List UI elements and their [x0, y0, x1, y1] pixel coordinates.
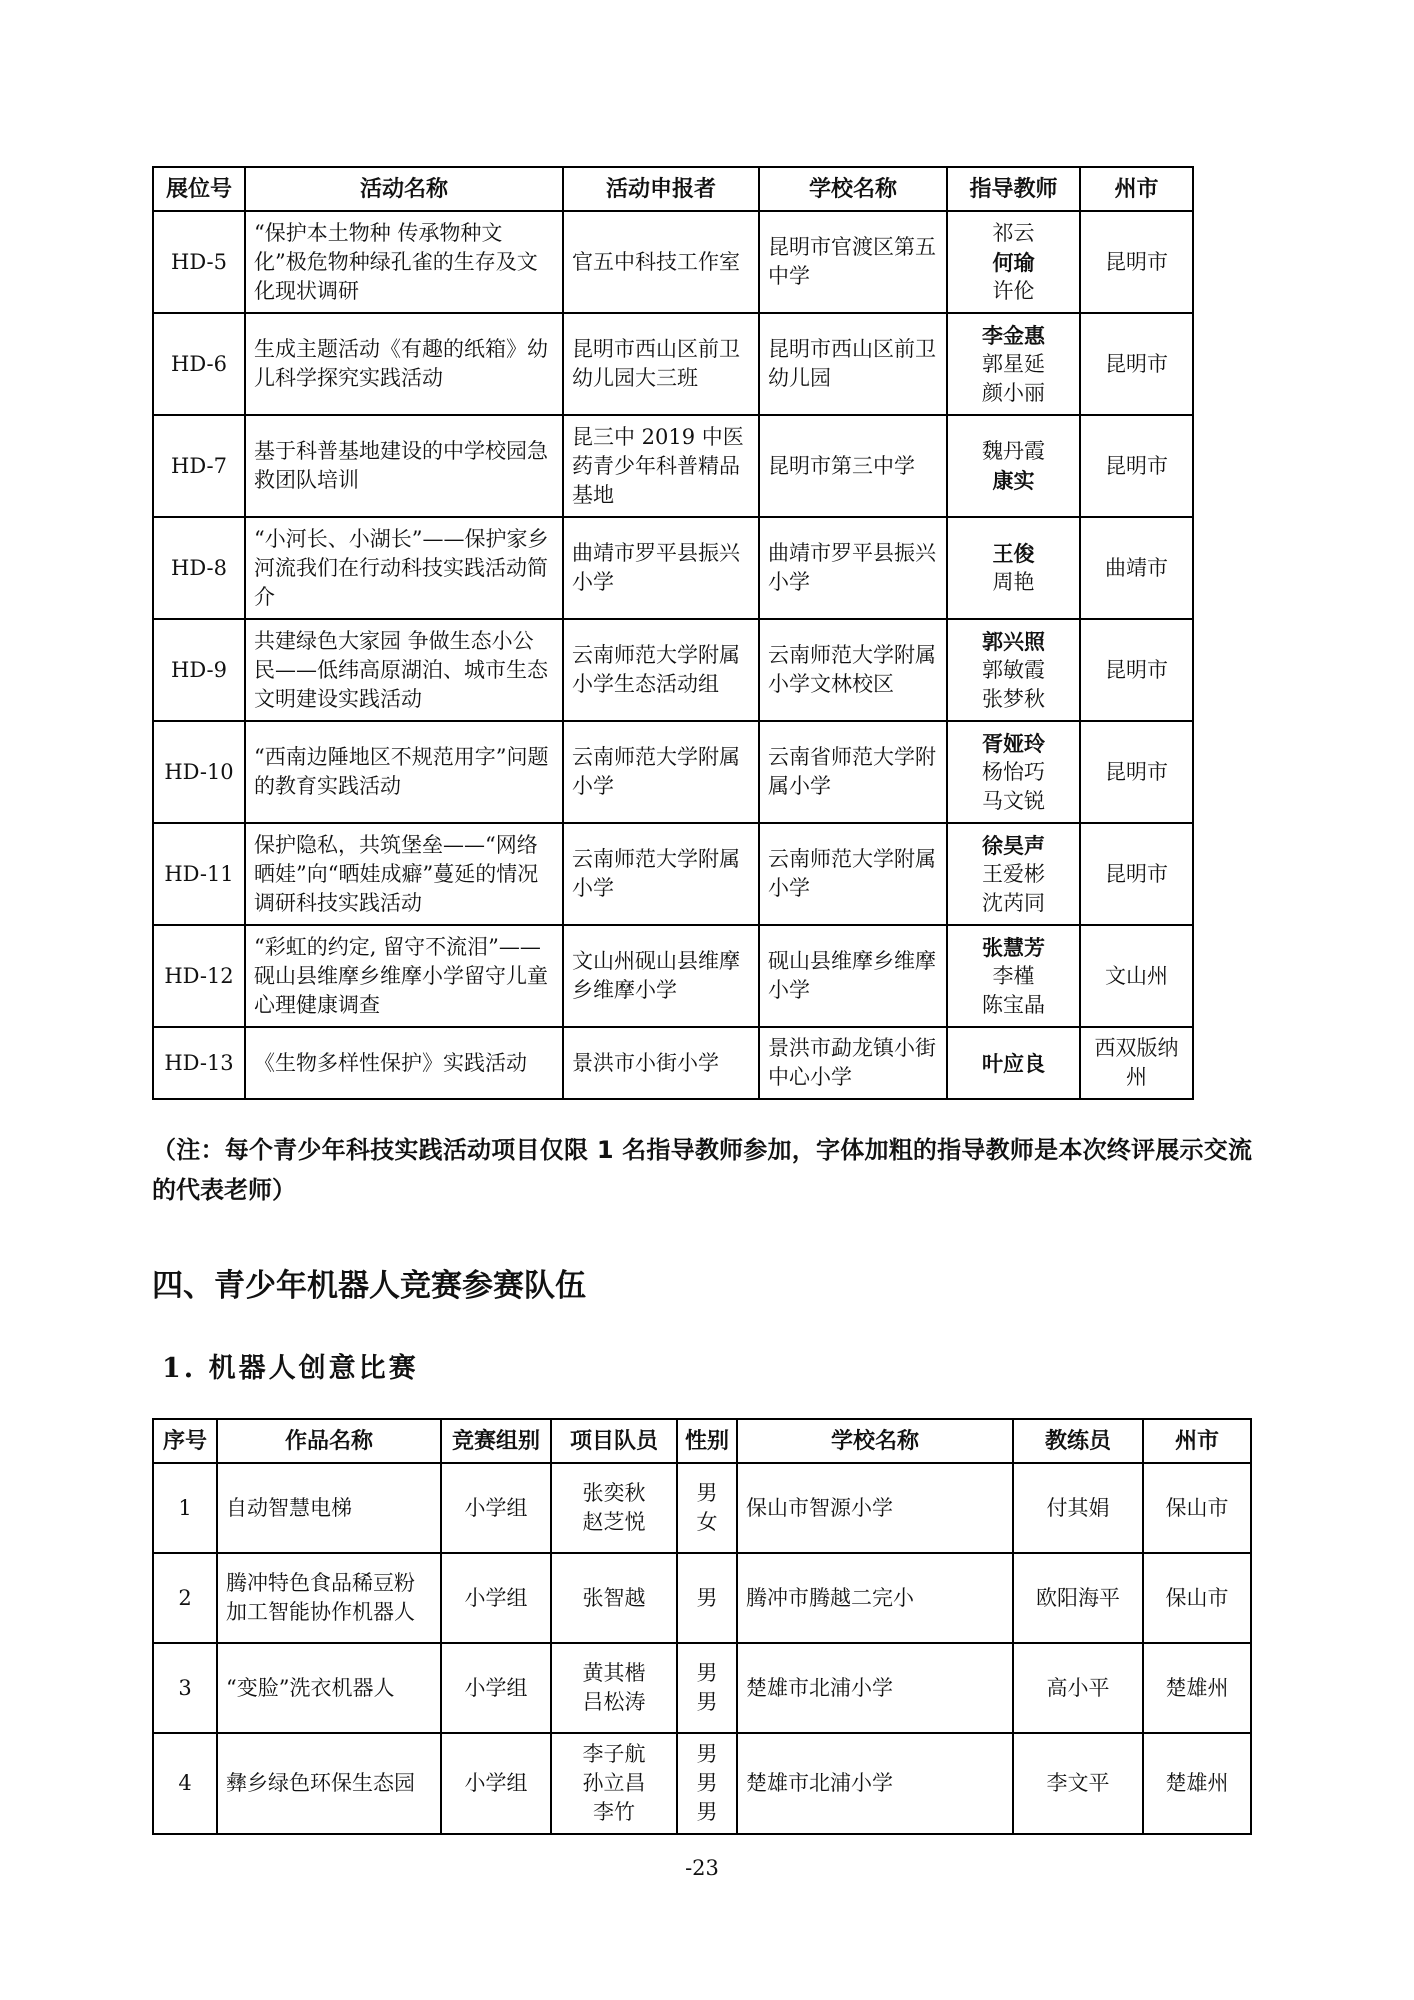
cell-line: 叶应良: [982, 1050, 1045, 1076]
table-row: [153, 1553, 1251, 1643]
cell-serial-no: 2: [153, 1553, 217, 1643]
cell-line: 康实: [992, 468, 1035, 493]
cell-coach: 欧阳海平: [1013, 1553, 1143, 1643]
cell-school-name: 云南师范大学附属小学: [759, 823, 947, 925]
table-row: [153, 1733, 1251, 1834]
cell-activity-name: “彩虹的约定, 留守不流泪”——砚山县维摩乡维摩小学留守儿童心理健康调查: [245, 925, 563, 1027]
cell-line: 男: [696, 1585, 718, 1610]
cell-city: 曲靖市: [1080, 517, 1193, 619]
column-header: 教练员: [1013, 1419, 1143, 1463]
cell-group: 小学组: [441, 1733, 551, 1834]
cell-activity-name: 生成主题活动《有趣的纸箱》幼儿科学探究实践活动: [245, 313, 563, 415]
cell-teachers: [947, 313, 1080, 415]
cell-school-name: 昆明市第三中学: [759, 415, 947, 517]
cell-booth-id: HD-7: [153, 415, 245, 517]
cell-members: [551, 1463, 677, 1553]
cell-school-name: 保山市智源小学: [737, 1463, 1013, 1553]
cell-teachers: [947, 517, 1080, 619]
cell-applicant: 昆明市西山区前卫幼儿园大三班: [563, 313, 759, 415]
cell-line: 王俊: [992, 541, 1035, 566]
table-row: [153, 721, 1193, 823]
cell-booth-id: HD-11: [153, 823, 245, 925]
column-header: 作品名称: [217, 1419, 441, 1463]
cell-line: 沈芮同: [982, 890, 1045, 915]
cell-applicant: 官五中科技工作室: [563, 211, 759, 313]
cell-city: 楚雄州: [1143, 1733, 1251, 1834]
cell-line: 赵芝悦: [582, 1510, 646, 1534]
cell-teachers: [947, 721, 1080, 823]
cell-genders: [677, 1733, 737, 1834]
cell-line: 王爱彬: [982, 861, 1045, 886]
practice-activities-table: [152, 166, 1194, 1100]
table-header-row: [153, 1419, 1251, 1463]
section-heading: 四、青少年机器人竞赛参赛队伍: [152, 1268, 586, 1304]
cell-city: 保山市: [1143, 1463, 1251, 1553]
cell-line: 男: [696, 1742, 718, 1766]
cell-activity-name: 共建绿色大家园 争做生态小公民——低纬高原湖泊、城市生态文明建设实践活动: [245, 619, 563, 721]
cell-teachers: [947, 1027, 1080, 1099]
table-row: [153, 925, 1193, 1027]
cell-teachers: [947, 415, 1080, 517]
cell-school-name: 楚雄市北浦小学: [737, 1643, 1013, 1733]
cell-line: 许伦: [992, 278, 1035, 303]
table-row: [153, 823, 1193, 925]
table-header-row: [153, 167, 1193, 211]
cell-line: 吕松涛: [582, 1690, 646, 1714]
cell-school-name: 昆明市官渡区第五中学: [759, 211, 947, 313]
cell-booth-id: HD-13: [153, 1027, 245, 1099]
cell-work-name: 自动智慧电梯: [217, 1463, 441, 1553]
cell-line: 何瑜: [992, 249, 1035, 275]
cell-school-name: 景洪市勐龙镇小街中心小学: [759, 1027, 947, 1099]
table-row: [153, 619, 1193, 721]
cell-applicant: 云南师范大学附属小学: [563, 721, 759, 823]
table-row: [153, 211, 1193, 313]
cell-activity-name: 基于科普基地建设的中学校园急救团队培训: [245, 415, 563, 517]
cell-applicant: 景洪市小街小学: [563, 1027, 759, 1099]
cell-line: 郭兴照: [982, 628, 1045, 654]
cell-line: 男: [696, 1800, 718, 1824]
cell-line: 杨怡巧: [982, 759, 1045, 784]
column-header: 展位号: [153, 167, 245, 211]
cell-school-name: 砚山县维摩乡维摩小学: [759, 925, 947, 1027]
cell-applicant: 昆三中 2019 中医药青少年科普精品基地: [563, 415, 759, 517]
cell-line: 颜小丽: [982, 380, 1045, 405]
cell-school-name: 曲靖市罗平县振兴小学: [759, 517, 947, 619]
cell-coach: 李文平: [1013, 1733, 1143, 1834]
cell-school-name: 云南省师范大学附属小学: [759, 721, 947, 823]
robot-creativity-table: [152, 1418, 1252, 1835]
note-paragraph: （注：每个青少年科技实践活动项目仅限 1 名指导教师参加，字体加粗的指导教师是本次终评展示交流的代表老师）: [152, 1136, 1252, 1204]
cell-school-name: 腾冲市腾越二完小: [737, 1553, 1013, 1643]
table-row: [153, 517, 1193, 619]
cell-teachers: [947, 619, 1080, 721]
cell-school-name: 楚雄市北浦小学: [737, 1733, 1013, 1834]
column-header: 竞赛组别: [441, 1419, 551, 1463]
cell-applicant: 曲靖市罗平县振兴小学: [563, 517, 759, 619]
cell-genders: [677, 1643, 737, 1733]
column-header: 性别: [677, 1419, 737, 1463]
cell-activity-name: “保护本土物种 传承物种文化”极危物种绿孔雀的生存及文化现状调研: [245, 211, 563, 313]
column-header: 项目队员: [551, 1419, 677, 1463]
cell-line: 魏丹霞: [982, 439, 1045, 463]
cell-city: 保山市: [1143, 1553, 1251, 1643]
cell-line: 张智越: [582, 1585, 646, 1610]
cell-serial-no: 1: [153, 1463, 217, 1553]
cell-genders: [677, 1463, 737, 1553]
cell-city: 昆明市: [1080, 415, 1193, 517]
cell-line: 胥娅玲: [982, 730, 1045, 756]
cell-work-name: 腾冲特色食品稀豆粉加工智能协作机器人: [217, 1553, 441, 1643]
cell-line: 黄其楷: [582, 1661, 646, 1685]
cell-city: 西双版纳州: [1080, 1027, 1193, 1099]
column-header: 学校名称: [759, 167, 947, 211]
column-header: 序号: [153, 1419, 217, 1463]
cell-applicant: 云南师范大学附属小学生态活动组: [563, 619, 759, 721]
cell-members: [551, 1643, 677, 1733]
column-header: 指导教师: [947, 167, 1080, 211]
cell-teachers: [947, 823, 1080, 925]
cell-line: 祁云: [992, 220, 1035, 245]
cell-teachers: [947, 211, 1080, 313]
cell-line: 李竹: [593, 1800, 635, 1824]
cell-applicant: 文山州砚山县维摩乡维摩小学: [563, 925, 759, 1027]
cell-school-name: 云南师范大学附属小学文林校区: [759, 619, 947, 721]
cell-city: 楚雄州: [1143, 1643, 1251, 1733]
cell-line: 男: [696, 1771, 718, 1795]
cell-coach: 高小平: [1013, 1643, 1143, 1733]
column-header: 学校名称: [737, 1419, 1013, 1463]
cell-booth-id: HD-6: [153, 313, 245, 415]
cell-line: 张奕秋: [582, 1481, 646, 1505]
cell-line: 张慧芳: [982, 934, 1045, 960]
cell-group: 小学组: [441, 1463, 551, 1553]
cell-booth-id: HD-12: [153, 925, 245, 1027]
cell-members: [551, 1733, 677, 1834]
column-header: 州市: [1080, 167, 1193, 211]
cell-line: 郭敏霞: [982, 657, 1045, 682]
cell-group: 小学组: [441, 1643, 551, 1733]
column-header: 州市: [1143, 1419, 1251, 1463]
cell-activity-name: 《生物多样性保护》实践活动: [245, 1027, 563, 1099]
cell-booth-id: HD-10: [153, 721, 245, 823]
cell-work-name: “变脸”洗衣机器人: [217, 1643, 441, 1733]
cell-line: 张梦秋: [982, 686, 1045, 711]
cell-line: 周艳: [992, 570, 1035, 594]
cell-line: 李金惠: [982, 322, 1045, 348]
page-content: [152, 0, 1252, 1835]
cell-line: 男: [696, 1661, 718, 1685]
cell-line: 男: [696, 1481, 718, 1505]
cell-activity-name: “西南边陲地区不规范用字”问题的教育实践活动: [245, 721, 563, 823]
table-row: [153, 415, 1193, 517]
cell-booth-id: HD-5: [153, 211, 245, 313]
page-number: -23: [685, 1856, 719, 1880]
cell-serial-no: 3: [153, 1643, 217, 1733]
cell-activity-name: “小河长、小湖长”——保护家乡河流我们在行动科技实践活动简介: [245, 517, 563, 619]
cell-school-name: 昆明市西山区前卫幼儿园: [759, 313, 947, 415]
table-row: [153, 1027, 1193, 1099]
cell-activity-name: 保护隐私，共筑堡垒——“网络晒娃”向“晒娃成癖”蔓延的情况调研科技实践活动: [245, 823, 563, 925]
cell-city: 昆明市: [1080, 313, 1193, 415]
cell-applicant: 云南师范大学附属小学: [563, 823, 759, 925]
cell-line: 郭星延: [982, 351, 1045, 376]
cell-serial-no: 4: [153, 1733, 217, 1834]
cell-city: 文山州: [1080, 925, 1193, 1027]
cell-genders: [677, 1553, 737, 1643]
cell-work-name: 彝乡绿色环保生态园: [217, 1733, 441, 1834]
cell-coach: 付其娟: [1013, 1463, 1143, 1553]
cell-line: 马文锐: [982, 788, 1045, 813]
subsection-heading: 1. 机器人创意比赛: [162, 1353, 419, 1384]
cell-booth-id: HD-8: [153, 517, 245, 619]
column-header: 活动申报者: [563, 167, 759, 211]
cell-teachers: [947, 925, 1080, 1027]
cell-line: 李子航: [582, 1742, 646, 1766]
cell-city: 昆明市: [1080, 721, 1193, 823]
column-header: 活动名称: [245, 167, 563, 211]
cell-line: 男: [696, 1690, 718, 1714]
cell-city: 昆明市: [1080, 211, 1193, 313]
cell-group: 小学组: [441, 1553, 551, 1643]
cell-line: 徐昊声: [982, 832, 1045, 858]
cell-line: 女: [696, 1510, 718, 1534]
cell-members: [551, 1553, 677, 1643]
table-row: [153, 1643, 1251, 1733]
cell-line: 孙立昌: [582, 1771, 646, 1795]
table-row: [153, 313, 1193, 415]
cell-line: 陈宝晶: [982, 992, 1045, 1017]
cell-booth-id: HD-9: [153, 619, 245, 721]
cell-line: 李槿: [992, 963, 1035, 988]
table-row: [153, 1463, 1251, 1553]
cell-city: 昆明市: [1080, 823, 1193, 925]
cell-city: 昆明市: [1080, 619, 1193, 721]
